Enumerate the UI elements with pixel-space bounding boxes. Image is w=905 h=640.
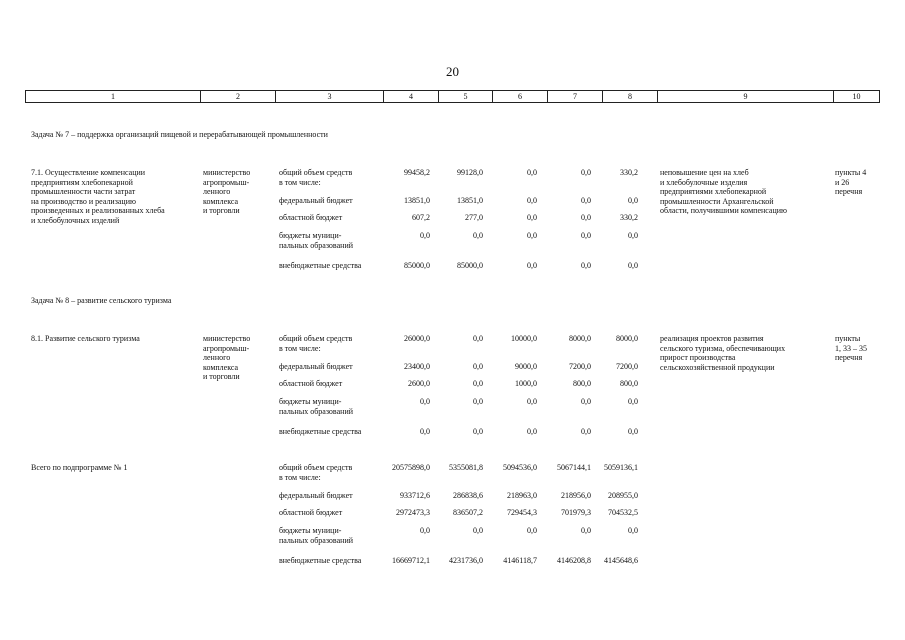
- funding-value-year-4: 7200,0: [569, 362, 591, 371]
- measure-name: и хлебобулочных изделий: [31, 215, 120, 225]
- funding-value-year-1: 85000,0: [404, 261, 430, 270]
- expected-result: прирост производства: [660, 353, 736, 362]
- funding-source-label: внебюджетные средства: [279, 261, 362, 270]
- expected-result: области, получившими компенсацию: [660, 206, 788, 215]
- expected-result: и хлебобулочные изделия: [660, 177, 748, 187]
- funding-source-label: областной бюджет: [279, 379, 343, 388]
- funding-value-year-2: 99128,0: [457, 168, 483, 177]
- funding-value-year-5: 0,0: [628, 397, 638, 406]
- list-reference: перечня: [835, 353, 863, 362]
- funding-value-year-3: 0,0: [527, 261, 537, 270]
- funding-value-year-3: 729454,3: [507, 508, 537, 517]
- funding-value-year-1: 23400,0: [404, 362, 430, 371]
- funding-value-year-5: 800,0: [620, 379, 638, 388]
- funding-value-year-5: 7200,0: [616, 362, 638, 371]
- page-number: 20: [446, 64, 459, 79]
- funding-value-year-2: 0,0: [473, 362, 483, 371]
- funding-value-year-3: 10000,0: [511, 334, 537, 343]
- funding-value-year-2: 0,0: [473, 526, 483, 535]
- column-header-10: 10: [834, 91, 880, 103]
- list-reference: пункты 4: [835, 168, 867, 177]
- column-header-2: 2: [201, 91, 276, 103]
- funding-value-year-1: 13851,0: [404, 196, 430, 205]
- funding-value-year-2: 0,0: [473, 397, 483, 406]
- expected-result: предприятиями хлебопекарной: [660, 187, 767, 196]
- funding-source-label: федеральный бюджет: [279, 196, 353, 205]
- funding-value-year-2: 286838,6: [453, 491, 483, 500]
- funding-value-year-4: 0,0: [581, 397, 591, 406]
- funding-value-year-5: 0,0: [628, 526, 638, 535]
- funding-value-year-3: 9000,0: [515, 362, 537, 371]
- column-header-table: [25, 90, 880, 103]
- funding-source-label: внебюджетные средства: [279, 427, 362, 436]
- funding-value-year-5: 0,0: [628, 231, 638, 240]
- funding-value-year-4: 0,0: [581, 196, 591, 205]
- funding-value-year-3: 5094536,0: [503, 463, 537, 472]
- funding-value-year-4: 0,0: [581, 261, 591, 270]
- measure-name: 8.1. Развитие сельского туризма: [31, 334, 140, 343]
- funding-value-year-1: 20575898,0: [392, 463, 430, 472]
- expected-result: неповышение цен на хлеб: [660, 168, 749, 177]
- funding-value-year-5: 704532,5: [608, 508, 638, 517]
- funding-source-label: внебюджетные средства: [279, 556, 362, 565]
- measure-name: на производство и реализацию: [31, 196, 136, 206]
- funding-value-year-4: 0,0: [581, 213, 591, 222]
- funding-value-year-4: 0,0: [581, 231, 591, 240]
- measure-name: произведенных и реализованных хлеба: [31, 206, 165, 215]
- executor-name: агропромыш-: [203, 177, 250, 187]
- list-reference: 1, 33 – 35: [835, 343, 867, 353]
- funding-value-year-4: 8000,0: [569, 334, 591, 343]
- measure-name: промышленности части затрат: [31, 187, 136, 196]
- measure-name: предприятиям хлебопекарной: [31, 177, 133, 187]
- funding-value-year-2: 836507,2: [453, 508, 483, 517]
- funding-source-label: в том числе:: [279, 343, 321, 353]
- executor-name: и торговли: [203, 206, 240, 215]
- column-header-8: 8: [603, 91, 658, 103]
- column-header-5: 5: [439, 91, 493, 103]
- funding-source-label: общий объем средств: [279, 334, 353, 343]
- funding-source-label: в том числе:: [279, 177, 321, 187]
- funding-value-year-5: 208955,0: [608, 491, 638, 500]
- funding-source-label: бюджеты муници-: [279, 231, 342, 240]
- expected-result: реализация проектов развития: [660, 334, 764, 343]
- funding-value-year-1: 2972473,3: [396, 508, 430, 517]
- executor-name: министерство: [203, 334, 251, 343]
- funding-source-label: общий объем средств: [279, 463, 353, 472]
- funding-value-year-1: 0,0: [420, 427, 430, 436]
- column-header-6: 6: [493, 91, 548, 103]
- funding-value-year-5: 0,0: [628, 196, 638, 205]
- list-reference: и 26: [835, 177, 850, 187]
- funding-value-year-4: 0,0: [581, 427, 591, 436]
- funding-value-year-5: 8000,0: [616, 334, 638, 343]
- funding-value-year-1: 0,0: [420, 397, 430, 406]
- funding-source-label: бюджеты муници-: [279, 397, 342, 406]
- executor-name: ленного: [203, 187, 231, 196]
- funding-source-label: общий объем средств: [279, 168, 353, 177]
- column-header-3: 3: [276, 91, 384, 103]
- executor-name: министерство: [203, 168, 251, 177]
- funding-value-year-2: 4231736,0: [449, 556, 483, 565]
- funding-source-label: областной бюджет: [279, 508, 343, 517]
- funding-value-year-3: 218963,0: [507, 491, 537, 500]
- funding-value-year-4: 218956,0: [561, 491, 591, 500]
- funding-value-year-3: 0,0: [527, 213, 537, 222]
- funding-value-year-2: 5355081,8: [449, 463, 483, 472]
- task-title: Задача № 8 – развитие сельского туризма: [31, 296, 172, 305]
- funding-value-year-2: 277,0: [465, 213, 483, 222]
- funding-value-year-2: 85000,0: [457, 261, 483, 270]
- funding-value-year-2: 0,0: [473, 334, 483, 343]
- funding-value-year-1: 933712,6: [400, 491, 430, 500]
- funding-value-year-1: 16669712,1: [392, 556, 430, 565]
- funding-value-year-3: 0,0: [527, 231, 537, 240]
- funding-value-year-4: 5067144,1: [557, 463, 591, 472]
- executor-name: агропромыш-: [203, 343, 250, 353]
- executor-name: комплекса: [203, 362, 239, 372]
- executor-name: и торговли: [203, 372, 240, 381]
- funding-source-label: федеральный бюджет: [279, 362, 353, 371]
- funding-value-year-1: 2600,0: [408, 379, 430, 388]
- funding-value-year-2: 13851,0: [457, 196, 483, 205]
- funding-value-year-3: 0,0: [527, 196, 537, 205]
- funding-value-year-4: 701979,3: [561, 508, 591, 517]
- funding-source-label: пальных образований: [279, 406, 353, 416]
- task-title: Задача № 7 – поддержка организаций пищевой и перерабатывающей промышленности: [31, 130, 328, 139]
- funding-value-year-3: 0,0: [527, 168, 537, 177]
- funding-value-year-4: 800,0: [573, 379, 591, 388]
- funding-source-label: федеральный бюджет: [279, 491, 353, 500]
- funding-value-year-2: 0,0: [473, 427, 483, 436]
- funding-source-label: пальных образований: [279, 535, 353, 545]
- column-header-4: 4: [384, 91, 439, 103]
- funding-value-year-4: 4146208,8: [557, 556, 591, 565]
- funding-value-year-5: 4145648,6: [604, 556, 638, 565]
- funding-value-year-5: 0,0: [628, 261, 638, 270]
- executor-name: комплекса: [203, 196, 239, 206]
- funding-value-year-3: 0,0: [527, 526, 537, 535]
- expected-result: промышленности Архангельской: [660, 196, 774, 206]
- funding-value-year-3: 0,0: [527, 397, 537, 406]
- column-header-7: 7: [548, 91, 603, 103]
- column-header-9: 9: [658, 91, 834, 103]
- funding-source-label: бюджеты муници-: [279, 526, 342, 535]
- funding-value-year-5: 330,2: [620, 213, 638, 222]
- funding-value-year-1: 0,0: [420, 231, 430, 240]
- list-reference: перечня: [835, 187, 863, 196]
- expected-result: сельского туризма, обеспечивающих: [660, 343, 786, 353]
- funding-source-label: в том числе:: [279, 472, 321, 482]
- funding-value-year-3: 4146118,7: [503, 556, 537, 565]
- column-header-1: 1: [26, 91, 201, 103]
- funding-value-year-1: 26000,0: [404, 334, 430, 343]
- funding-value-year-1: 607,2: [412, 213, 430, 222]
- funding-value-year-4: 0,0: [581, 526, 591, 535]
- funding-value-year-1: 99458,2: [404, 168, 430, 177]
- funding-value-year-3: 0,0: [527, 427, 537, 436]
- funding-value-year-5: 0,0: [628, 427, 638, 436]
- measure-name: 7.1. Осуществление компенсации: [31, 168, 146, 177]
- funding-value-year-3: 1000,0: [515, 379, 537, 388]
- funding-value-year-5: 5059136,1: [604, 463, 638, 472]
- expected-result: сельскохозяйственной продукции: [660, 362, 775, 372]
- funding-value-year-2: 0,0: [473, 379, 483, 388]
- list-reference: пункты: [835, 334, 861, 343]
- executor-name: ленного: [203, 353, 231, 362]
- funding-source-label: областной бюджет: [279, 213, 343, 222]
- funding-value-year-4: 0,0: [581, 168, 591, 177]
- funding-value-year-2: 0,0: [473, 231, 483, 240]
- funding-value-year-5: 330,2: [620, 168, 638, 177]
- subprogram-total-label: Всего по подпрограмме № 1: [31, 463, 128, 472]
- funding-source-label: пальных образований: [279, 240, 353, 250]
- funding-value-year-1: 0,0: [420, 526, 430, 535]
